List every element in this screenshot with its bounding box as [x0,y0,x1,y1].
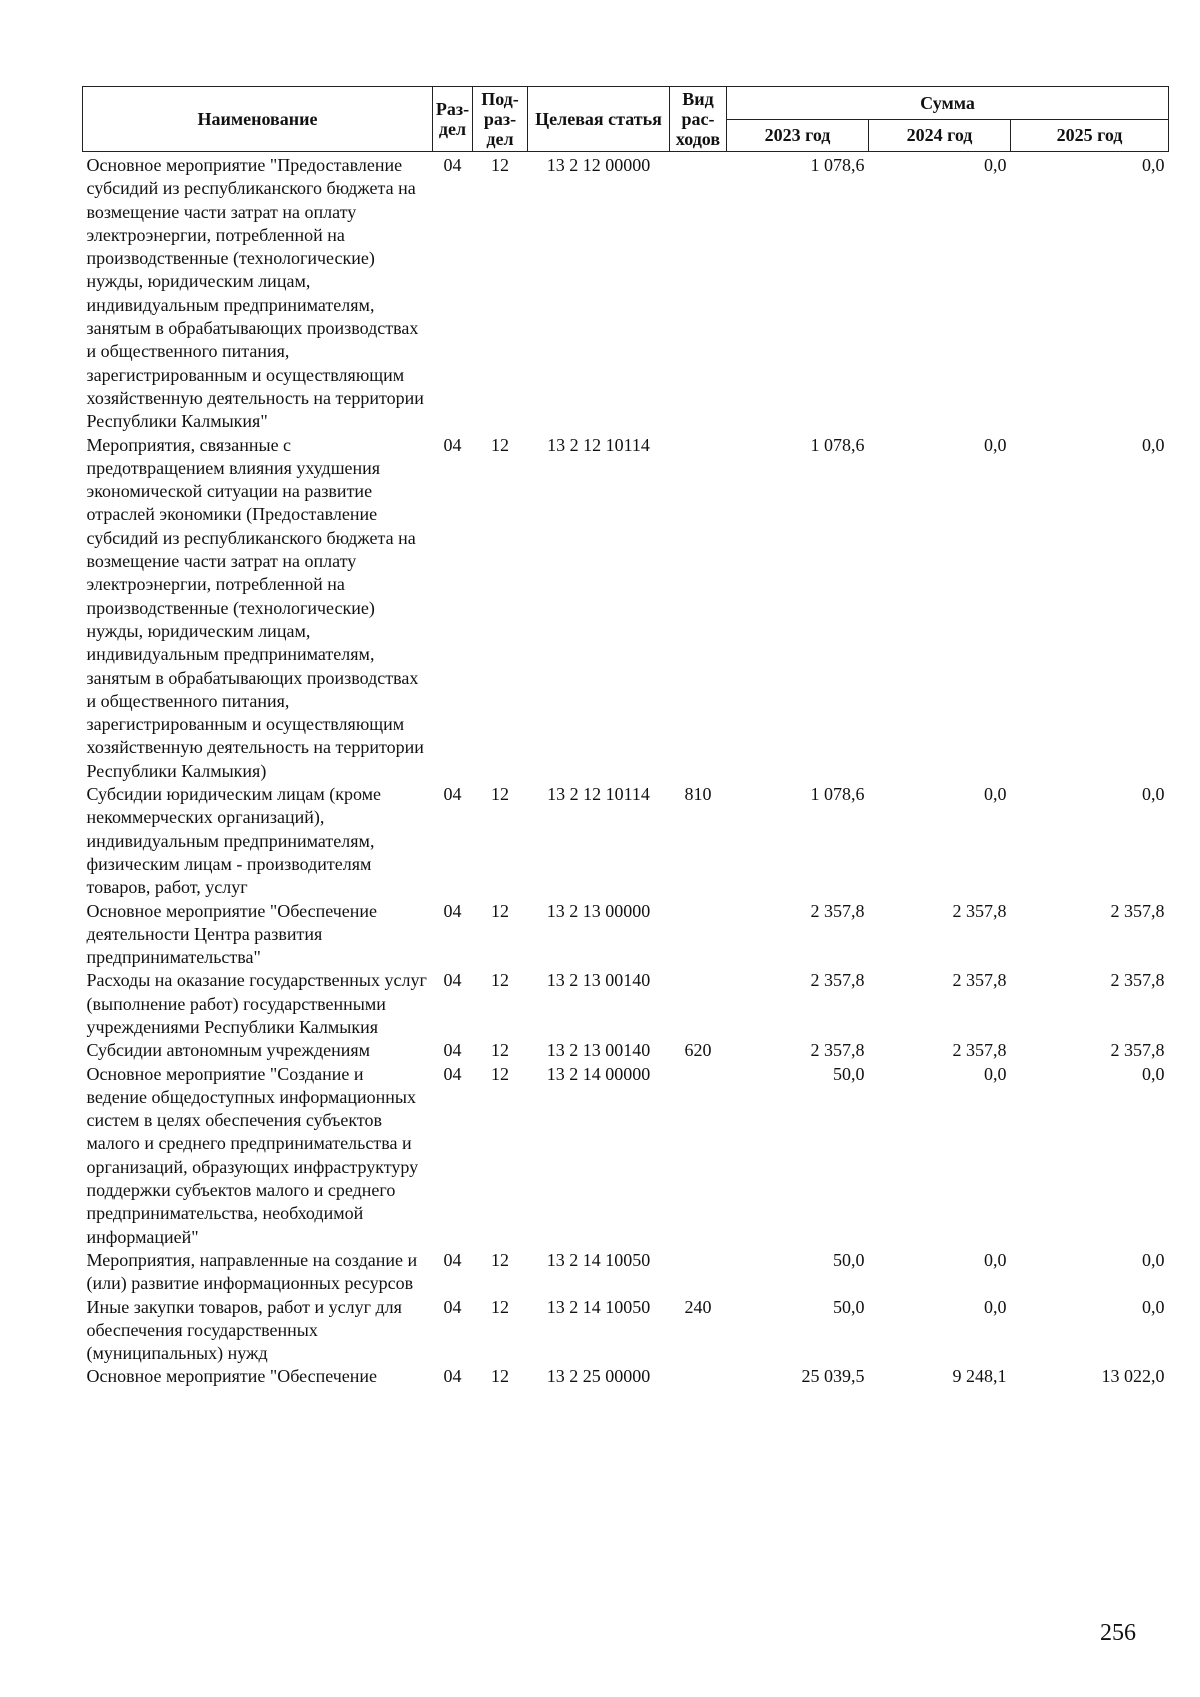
row-target: 13 2 12 10114 [547,784,650,805]
table-row [83,434,1169,783]
header-target: Целевая статья [528,87,670,152]
row-podrazdel: 12 [491,784,509,805]
row-razdel: 04 [443,1366,462,1387]
table-row [83,1249,1169,1296]
row-razdel: 04 [443,1249,462,1270]
row-podrazdel: 12 [491,900,509,921]
header-sum: Сумма [727,87,1169,120]
header-podrazdel: Под-раз-дел [473,87,528,152]
row-target: 13 2 25 00000 [546,1366,651,1387]
row-vid: 240 [684,1296,712,1317]
row-2024: 0,0 [984,434,1007,455]
row-2025: 0,0 [1142,155,1165,175]
row-2025: 0,0 [1142,784,1165,805]
row-vid [670,1365,727,1388]
row-target: 13 2 14 10050 [546,1249,651,1270]
row-name: Субсидии автономным учреждениям [86,1040,371,1061]
header-2023: 2023 год [727,119,869,152]
row-target: 13 2 13 00140 [546,1040,651,1061]
row-2024: 2 357,8 [952,970,1007,991]
row-2023: 1 078,6 [810,434,865,455]
row-target: 13 2 13 00140 [546,970,651,991]
row-2023: 50,0 [833,1296,865,1317]
header-name: Наименование [83,87,433,152]
row-2023: 25 039,5 [801,1366,865,1387]
row-name: Основное мероприятие "Обеспечение деятельности Центра развития предпринимательства" [86,900,378,968]
row-vid: 620 [684,1040,712,1061]
table-row [83,1365,1169,1388]
header-2025: 2025 год [1011,119,1169,152]
row-2024: 9 248,1 [952,1366,1007,1387]
table-row [83,1063,1169,1249]
row-razdel: 04 [443,434,462,455]
row-name: Основное мероприятие "Создание и ведение общедоступных информационных систем в целях обеспечения субъектов малого и среднего предпринимательства и организаций, образующих инфраструктуру поддержки субъектов малого и среднего предпринимательства, необходимой информацией" [86,1063,419,1247]
row-name: Основное мероприятие "Обеспечение [86,1366,378,1387]
row-target: 13 2 13 00000 [546,900,651,921]
row-2025: 0,0 [1142,1063,1165,1084]
row-2025: 13 022,0 [1101,1366,1165,1387]
row-2023: 1 078,6 [810,784,865,805]
row-podrazdel: 12 [491,155,509,175]
header-2024: 2024 год [869,119,1011,152]
row-podrazdel: 12 [491,1296,509,1317]
table-row [83,783,1169,899]
row-vid [670,900,727,970]
row-vid [670,969,727,1039]
row-2023: 2 357,8 [810,1040,865,1061]
row-target: 13 2 12 00000 [546,155,651,175]
row-podrazdel: 12 [491,970,509,991]
row-name: Расходы на оказание государственных услуг (выполнение работ) государственными учреждениями Республики Калмыкия [86,970,427,1037]
table-row [83,900,1169,970]
row-2024: 0,0 [984,1249,1007,1270]
row-2024: 2 357,8 [952,900,1007,921]
row-razdel: 04 [443,1296,462,1317]
row-razdel: 04 [443,970,462,991]
table-row [83,1296,1169,1366]
row-vid [670,1063,727,1249]
row-name: Иные закупки товаров, работ и услуг для обеспечения государственных (муниципальных) нужд [86,1296,402,1364]
row-razdel: 04 [443,155,462,175]
row-razdel: 04 [443,1063,462,1084]
row-vid: 810 [684,784,712,805]
row-2023: 2 357,8 [810,970,865,991]
row-name: Субсидии юридическим лицам (кроме некоммерческих организаций), индивидуальным предпринимателям, физическим лицам - производителям товаров, работ, услуг [86,784,382,898]
row-2025: 2 357,8 [1110,1040,1165,1061]
row-razdel: 04 [443,900,462,921]
table-row [83,969,1169,1039]
page-number: 256 [1100,1620,1136,1646]
row-podrazdel: 12 [491,1040,509,1061]
header-vid: Вид рас-ходов [670,87,727,152]
row-2024: 0,0 [984,155,1007,175]
row-2025: 2 357,8 [1110,970,1165,991]
row-2024: 0,0 [984,784,1007,805]
row-name: Мероприятия, направленные на создание и (или) развитие информационных ресурсов [86,1249,418,1294]
row-razdel: 04 [443,1040,462,1061]
row-target: 13 2 14 00000 [546,1063,651,1084]
row-razdel: 04 [443,784,462,805]
row-2023: 1 078,6 [810,155,865,175]
row-2025: 2 357,8 [1110,900,1165,921]
row-vid [670,1249,727,1296]
table-row [83,1039,1169,1062]
budget-sheet [82,86,1168,1389]
row-2024: 0,0 [984,1296,1007,1317]
header-row-top [83,87,1169,120]
row-podrazdel: 12 [491,1366,509,1387]
row-2023: 50,0 [833,1249,865,1270]
row-2025: 0,0 [1142,434,1165,455]
row-target: 13 2 14 10050 [546,1296,651,1317]
row-2024: 2 357,8 [952,1040,1007,1061]
header-razdel: Раз-дел [433,87,473,152]
row-2025: 0,0 [1142,1249,1165,1270]
row-vid [670,434,727,783]
row-2024: 0,0 [984,1063,1007,1084]
row-2025: 0,0 [1142,1296,1165,1317]
row-podrazdel: 12 [491,434,509,455]
row-target: 13 2 12 10114 [547,434,650,455]
row-vid [670,152,727,434]
row-name: Мероприятия, связанные с предотвращением влияния ухудшения экономической ситуации на развитие отраслей экономики (Предоставление субсидий из республиканского бюджета на возмещение части затрат на оплату электроэнергии, потребленной на производственные (технологические) нужды, юридическим лицам, индивидуальным предпринимателям, занятым в обрабатывающих производствах и общественного питания, зарегистрированным и осуществляющим хозяйственную деятельность на территории Республики Калмыкия) [86,434,424,781]
budget-table [82,86,1169,1389]
row-podrazdel: 12 [491,1249,509,1270]
row-2023: 50,0 [833,1063,865,1084]
row-2023: 2 357,8 [810,900,865,921]
table-row [83,152,1169,434]
row-podrazdel: 12 [491,1063,509,1084]
row-name: Основное мероприятие "Предоставление субсидий из республиканского бюджета на возмещение части затрат на оплату электроэнергии, потребленной на производственные (технологические) нужды, юридическим лицам, индивидуальным предпринимателям, занятым в обрабатывающих производствах и общественного питания, зарегистрированным и осуществляющим хозяйственную деятельность на территории Республики Калмыкия" [86,155,424,432]
